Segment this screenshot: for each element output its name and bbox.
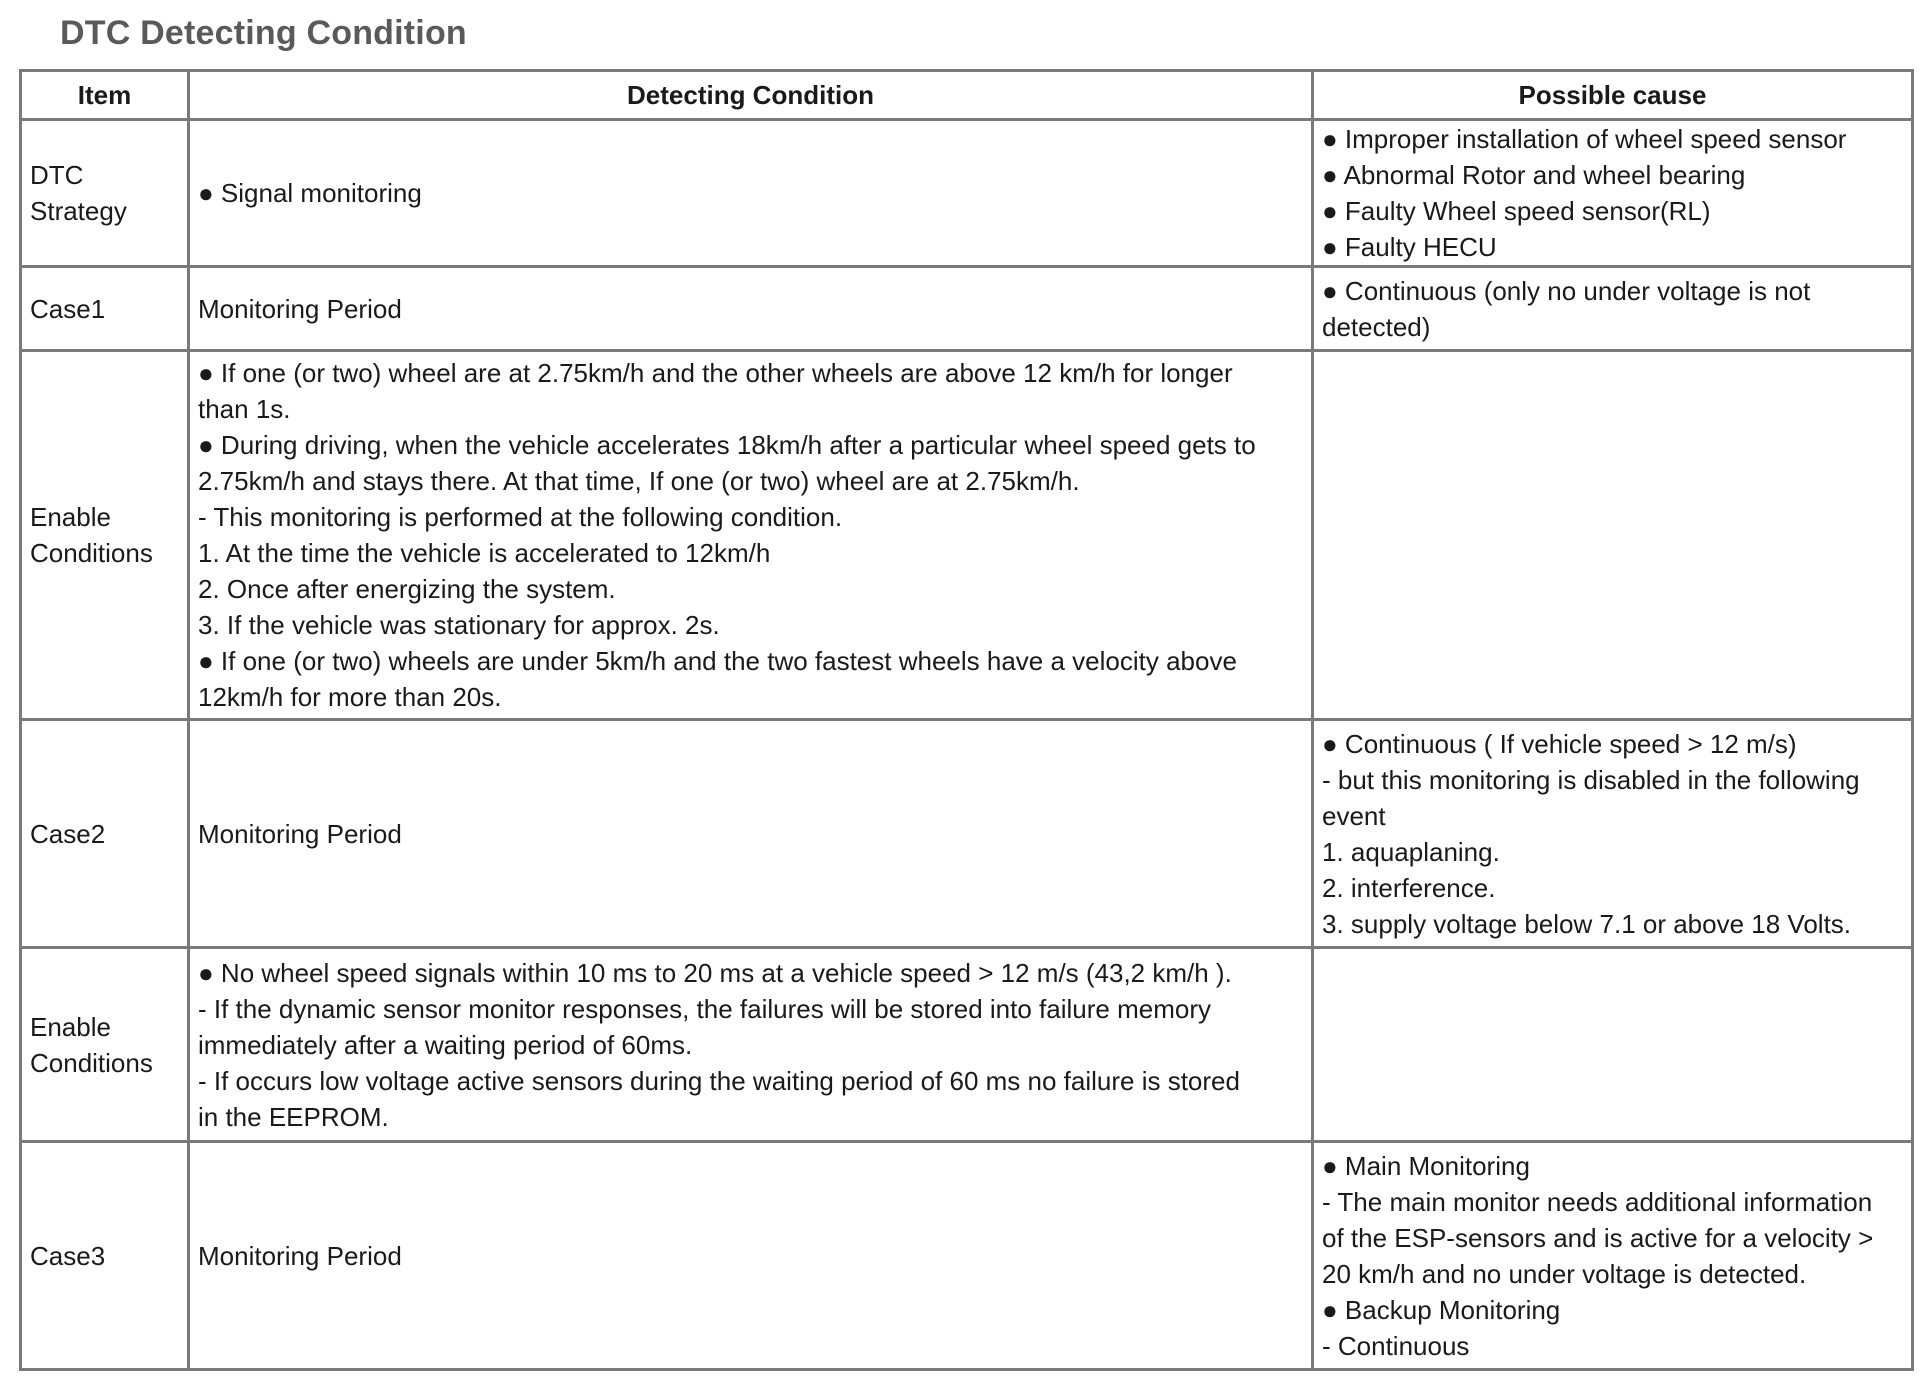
cause-line: ● Continuous (only no under voltage is not bbox=[1322, 275, 1811, 306]
cause-line: 1. aquaplaning. bbox=[1322, 836, 1500, 867]
item-line: Case2 bbox=[30, 818, 106, 849]
condition-line: Monitoring Period bbox=[198, 293, 402, 324]
table-row bbox=[21, 351, 1913, 720]
item-cell bbox=[21, 1142, 189, 1370]
cause-line: ● Backup Monitoring bbox=[1322, 1294, 1561, 1325]
cause-cell bbox=[1313, 720, 1913, 948]
condition-cell bbox=[189, 267, 1313, 351]
cause-line: 3. supply voltage below 7.1 or above 18 Volts. bbox=[1322, 908, 1852, 939]
item-line: Enable bbox=[30, 502, 111, 532]
condition-line: 12km/h for more than 20s. bbox=[198, 682, 502, 712]
table-row bbox=[21, 720, 1913, 948]
item-line: Conditions bbox=[30, 1047, 153, 1078]
condition-cell bbox=[189, 720, 1313, 948]
cause-line: - but this monitoring is disabled in the following bbox=[1322, 764, 1860, 795]
condition-line: ● If one (or two) wheel are at 2.75km/h and the other wheels are above 12 km/h for longer bbox=[198, 358, 1233, 388]
cause-cell bbox=[1313, 120, 1913, 267]
cause-line: 20 km/h and no under voltage is detected. bbox=[1322, 1258, 1807, 1289]
cause-cell bbox=[1313, 948, 1913, 1142]
item-line: Case1 bbox=[30, 293, 106, 324]
cause-line: 2. interference. bbox=[1322, 872, 1496, 903]
item-cell bbox=[21, 120, 189, 267]
condition-line: 3. If the vehicle was stationary for approx. 2s. bbox=[198, 610, 720, 640]
table-row bbox=[21, 948, 1913, 1142]
condition-line: Monitoring Period bbox=[198, 1240, 402, 1271]
condition-line: ● No wheel speed signals within 10 ms to 20 ms at a vehicle speed > 12 m/s (43,2 km/h ). bbox=[198, 957, 1232, 988]
condition-line: - If occurs low voltage active sensors during the waiting period of 60 ms no failure is stored bbox=[198, 1065, 1240, 1096]
cause-line: - The main monitor needs additional information bbox=[1322, 1186, 1873, 1217]
item-line: DTC bbox=[30, 160, 84, 190]
condition-line: Monitoring Period bbox=[198, 818, 402, 849]
cause-line: ● Abnormal Rotor and wheel bearing bbox=[1322, 160, 1746, 190]
table-header-row bbox=[21, 71, 1913, 120]
header-detecting-condition: Detecting Condition bbox=[189, 71, 1313, 120]
item-cell bbox=[21, 720, 189, 948]
condition-line: in the EEPROM. bbox=[198, 1101, 389, 1132]
header-possible-cause: Possible cause bbox=[1313, 71, 1913, 120]
cause-line: ● Continuous ( If vehicle speed > 12 m/s) bbox=[1322, 728, 1797, 759]
dtc-table bbox=[19, 69, 1914, 1371]
cause-cell bbox=[1313, 267, 1913, 351]
header-item: Item bbox=[21, 71, 189, 120]
condition-cell bbox=[189, 351, 1313, 720]
item-cell bbox=[21, 948, 189, 1142]
table-row bbox=[21, 267, 1913, 351]
cause-line: ● Faulty Wheel speed sensor(RL) bbox=[1322, 196, 1711, 226]
table-row bbox=[21, 1142, 1913, 1370]
condition-line: immediately after a waiting period of 60ms. bbox=[198, 1029, 693, 1060]
condition-line: - This monitoring is performed at the following condition. bbox=[198, 502, 843, 532]
table-row bbox=[21, 120, 1913, 267]
item-line: Conditions bbox=[30, 538, 153, 568]
item-line: Case3 bbox=[30, 1240, 106, 1271]
condition-line: 1. At the time the vehicle is accelerated to 12km/h bbox=[198, 538, 771, 568]
condition-cell bbox=[189, 948, 1313, 1142]
item-line: Strategy bbox=[30, 196, 127, 226]
page-title: DTC Detecting Condition bbox=[60, 14, 467, 52]
cause-line: ● Main Monitoring bbox=[1322, 1150, 1530, 1181]
condition-cell bbox=[189, 120, 1313, 267]
condition-line: ● If one (or two) wheels are under 5km/h and the two fastest wheels have a velocity above bbox=[198, 646, 1237, 676]
condition-line: 2.75km/h and stays there. At that time, If one (or two) wheel are at 2.75km/h. bbox=[198, 466, 1080, 496]
condition-line: ● During driving, when the vehicle accelerates 18km/h after a particular wheel speed gets to bbox=[198, 430, 1256, 460]
cause-line: ● Improper installation of wheel speed sensor bbox=[1322, 124, 1847, 154]
condition-line: 2. Once after energizing the system. bbox=[198, 574, 616, 604]
condition-cell bbox=[189, 1142, 1313, 1370]
condition-line: - If the dynamic sensor monitor responses, the failures will be stored into failure memory bbox=[198, 993, 1211, 1024]
cause-line: event bbox=[1322, 800, 1386, 831]
cause-cell bbox=[1313, 351, 1913, 720]
item-line: Enable bbox=[30, 1011, 111, 1042]
cause-line: of the ESP-sensors and is active for a velocity > bbox=[1322, 1222, 1874, 1253]
condition-line: than 1s. bbox=[198, 394, 291, 424]
cause-cell bbox=[1313, 1142, 1913, 1370]
cause-line: detected) bbox=[1322, 311, 1431, 342]
cause-line: ● Faulty HECU bbox=[1322, 232, 1497, 262]
item-cell bbox=[21, 351, 189, 720]
condition-line: ● Signal monitoring bbox=[198, 178, 422, 208]
item-cell bbox=[21, 267, 189, 351]
cause-line: - Continuous bbox=[1322, 1330, 1470, 1361]
